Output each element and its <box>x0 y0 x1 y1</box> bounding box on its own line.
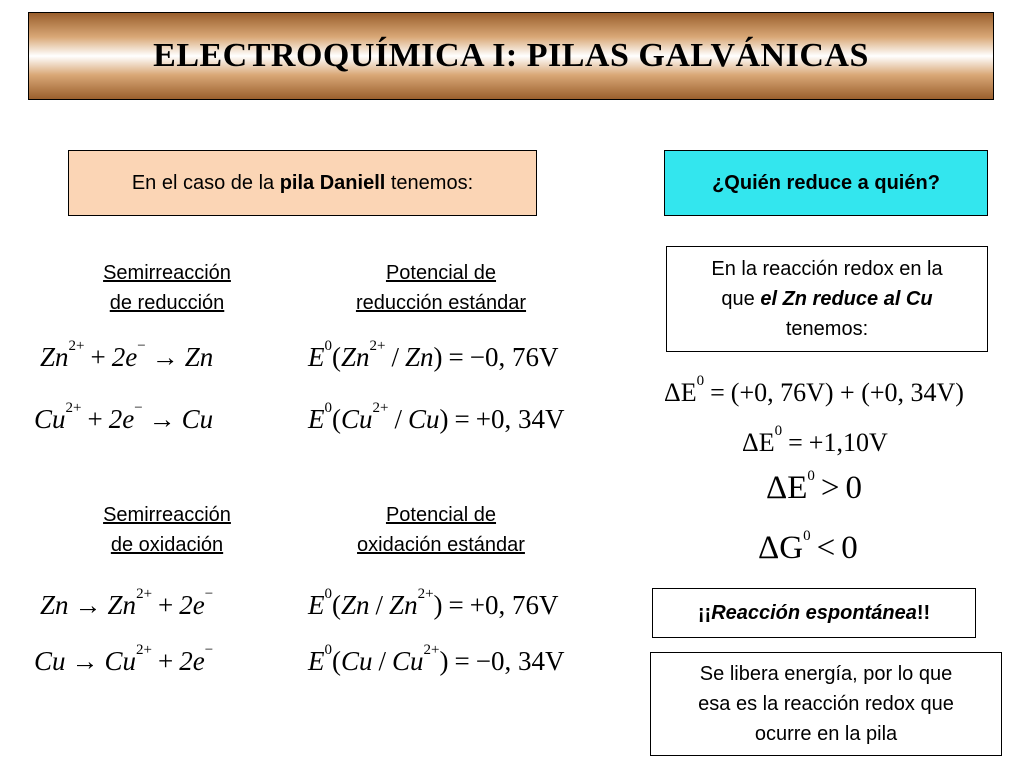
oxidation-potential-cu: $E^0(Cu / Cu^{2+}) = -0$, 34V <box>308 642 565 676</box>
reduction-potential-cu: $E^0(Cu^{2+} / Cu) = +0$, 34V <box>308 400 565 434</box>
oxidation-eq-zn: $Zn \to Zn^{2+} + 2e^-$ <box>40 586 214 620</box>
title-banner <box>28 12 994 100</box>
reduction-eq-cu: $Cu^{2+} + 2e^- \to Cu$ <box>34 400 214 434</box>
energy-release-box: Se libera energía, por lo que esa es la reacción redox que ocurre en la pila <box>650 652 1002 756</box>
daniell-bold: pila Daniell <box>279 171 386 194</box>
quien-reduce-text: ¿Quién reduce a quién? <box>712 171 940 194</box>
header-potencial-oxidacion: Potencial de oxidación estándar <box>357 504 525 556</box>
oxidation-eq-cu: $Cu \to Cu^{2+} + 2e^-$ <box>34 642 214 676</box>
quien-reduce-box <box>664 150 988 216</box>
header-semi-oxidacion: Semirreacción de oxidación <box>103 504 231 556</box>
oxidation-potential-zn: $E^0(Zn / Zn^{2+}) = +0$, 76V <box>308 586 559 620</box>
reduction-eq-zn: $Zn^{2+} + 2e^- \to Zn$ <box>40 338 214 372</box>
delta-g-negative: $\Delta G^0 < 0$ <box>758 528 858 566</box>
redox-explanation-box: En la reacción redox en la que el Zn reduce al Cu tenemos: <box>666 246 988 352</box>
header-potencial-reduccion: Potencial de reducción estándar <box>355 262 527 314</box>
delta-e-positive: $\Delta E^0 > 0$ <box>766 468 863 506</box>
page-title: ELECTROQUÍMICA I: PILAS GALVÁNICAS <box>153 37 869 74</box>
delta-e-sum: $\Delta E^0 = (+0$, 76V) + (+0, 34V) <box>664 373 964 407</box>
daniell-intro-box <box>68 150 537 216</box>
delta-e-total: $\Delta E^0 = +1,10V$ <box>742 423 888 457</box>
daniell-prefix: En el caso de la <box>131 171 280 194</box>
daniell-suffix: tenemos: <box>385 171 474 194</box>
header-semi-reduccion: Semirreacción de reducción <box>103 262 231 314</box>
reduction-potential-zn: $E^0(Zn^{2+} / Zn) = -0$, 76V <box>308 338 559 372</box>
spontaneous-reaction-box: ¡¡Reacción espontánea!! <box>652 588 976 638</box>
